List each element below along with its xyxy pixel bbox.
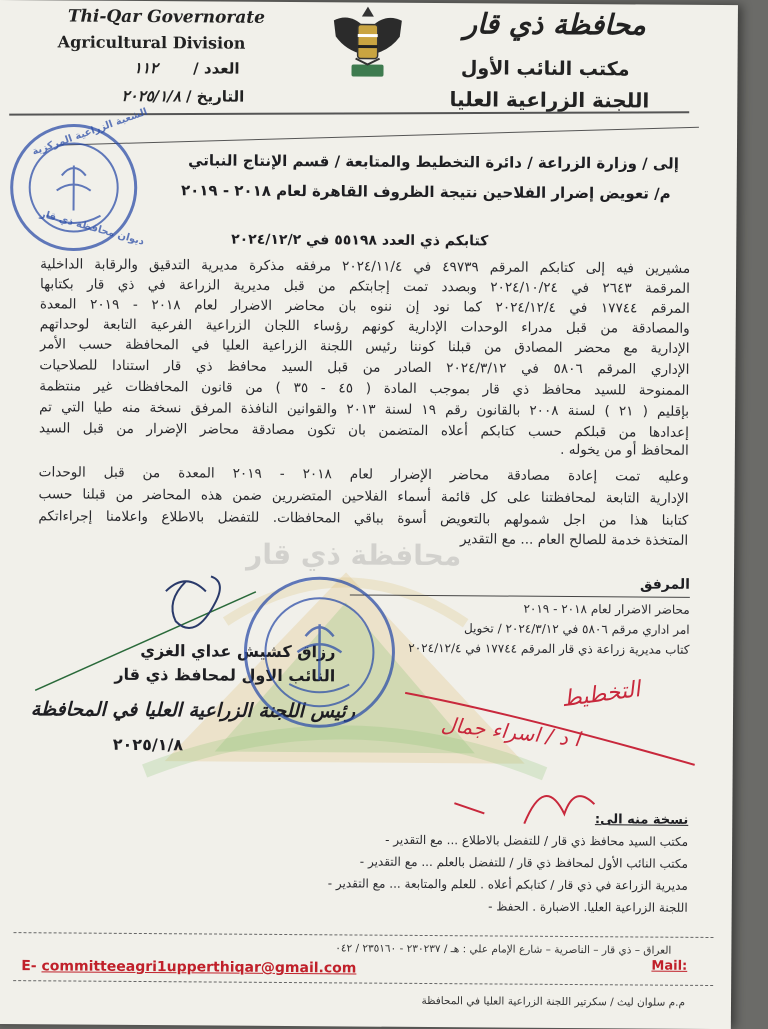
footer-secretary: م.م سلوان ليث / سكرتير اللجنة الزراعية العليا في المحافظة xyxy=(421,995,685,1009)
footer-divider-bottom xyxy=(13,980,713,986)
cc-label: نسخة منه الى: xyxy=(595,812,688,828)
official-stamp-icon xyxy=(239,572,400,733)
attachment-item: امر اداري مرقم ٥٨٠٦ في ٢٠٢٤/٣/١٢ / تخويل xyxy=(464,621,690,637)
stamp-outer-text: الشعبة الزراعية المركزية xyxy=(31,107,149,158)
cc-item: اللجنة الزراعية العليا. الاضبارة . الحفظ - xyxy=(488,899,688,914)
signatory-date: ٢٠٢٥/١/٨ xyxy=(113,735,183,754)
body-line: المتخذة خدمة للصالح العام ... مع التقدير xyxy=(460,531,688,549)
cc-item-text: مديرية الزراعة في ذي قار / كتابكم أعلاه . للعلم والمتابعة ... مع التقدير xyxy=(336,876,688,892)
recipient: إلى / وزارة الزراعة / دائرة التخطيط والمتابعة / قسم الإنتاج النباتي xyxy=(188,151,679,172)
email-link[interactable]: committeeagri1upperthiqar@gmail.com xyxy=(41,958,356,976)
division-en: Agricultural Division xyxy=(58,32,246,52)
number-value: ١١٢ xyxy=(134,59,158,77)
signature-icon xyxy=(15,560,276,702)
footer-email[interactable] xyxy=(21,958,356,976)
number-label: العدد / xyxy=(193,59,239,77)
signatory-name: رزاق كشيش عداي الغزي xyxy=(55,640,335,661)
stamp-inner-text: ديوان محافظة ذي قار xyxy=(39,209,146,248)
email-label: E- xyxy=(21,958,36,974)
date-label: التاريخ / xyxy=(186,87,244,105)
body-line: الممنوحة للسيد محافظ ذي قار بموجب المادة ( ٤٥ - ٣٥ ) من قانون المحافظات غير منتظمة xyxy=(39,376,689,402)
subject: م/ تعويض إضرار الفلاحين نتيجة الظروف القاهرة لعام ٢٠١٨ - ٢٠١٩ xyxy=(181,181,671,202)
body-line: وعليه تمت إعادة مصادقة محاضر الإضرار لعام ٢٠١٨ - ٢٠١٩ المعدة من قبل الوحدات xyxy=(39,462,689,488)
committee-ar: اللجنة الزراعية العليا xyxy=(449,87,649,112)
attachment-item: محاضر الاضرار لعام ٢٠١٨ - ٢٠١٩ xyxy=(523,602,689,617)
body-line: المرقم ١٧٧٤٤ في ٢٠٢٤/١٢/٤ كما نود إن ننوه بان محاضر الاضرار لعام ٢٠١٨ - ٢٠١٩ المعدة xyxy=(40,294,690,320)
date-field xyxy=(49,86,244,105)
body-line: المرقمة ٢٦٤٣ في ٢٠٢٤/١٠/٢٤ وبصدد تمت إجابتكم من قبل مديرية الزراعة في ذي قار بكتابها xyxy=(40,274,690,300)
iraq-eagle-emblem-icon xyxy=(325,2,410,87)
body-line: والمصادقة من قبل مدراء الوحدات الإدارية كونهم رؤساء اللجان الزراعية الفرعية التابعة لوحداتهم xyxy=(40,314,690,340)
cc-item-text: مكتب السيد محافظ ذي قار / للتفضل بالاطلاع ... مع التقدير xyxy=(393,833,688,849)
cc-item: مكتب السيد محافظ ذي قار / للتفضل بالاطلاع ... مع التقدير - xyxy=(385,833,688,849)
body-line: الإداري المرقم ٥٨٠٦ في ٢٠٢٤/٣/١٢ الصادر من قبل السيد محافظ ذي قار استنادا للصلاحيات xyxy=(39,355,689,381)
attachments-label: المرفق xyxy=(640,576,690,592)
body-line: كتابنا هذا من اجل شمولهم بالتعويض أسوة بباقي المحافظات. للتفضل بالاطلاع واعلامنا إجراءاتكم xyxy=(38,506,688,532)
header-divider xyxy=(9,111,689,115)
attachment-item: كتاب مديرية زراعة ذي قار المرقم ١٧٧٤٤ في ٢٠٢٤/١٢/٤ xyxy=(408,641,689,657)
mail-label: Mail: xyxy=(651,959,687,974)
header-divider-thin xyxy=(59,127,699,146)
cc-item: مديرية الزراعة في ذي قار / كتابكم أعلاه . للعلم والمتابعة ... مع التقدير - xyxy=(328,876,688,893)
body-line: بإقليم ( ٢١ ) لسنة ٢٠٠٨ بالقانون رقم ١٩ لسنة ٢٠١٣ والقوانين النافذة المرفق نسخة منه طيا التي تم xyxy=(39,397,689,423)
body-line: المحافظ أو من يخوله . xyxy=(560,442,689,459)
handwritten-note-1: التخطيط xyxy=(560,677,642,712)
body-line: الإدارية التابعة لمحافظتنا على كل قائمة أسماء الفلاحين المتضررين ضمن هذه المحاضر من قبلنا حسب xyxy=(38,484,688,510)
signatory-title: النائب الاول لمحافظ ذي قار xyxy=(55,664,335,685)
governorate-ar: محافظة ذي قار xyxy=(463,7,646,41)
number-field xyxy=(59,58,239,77)
watermark-text: محافظة ذي قار xyxy=(246,538,461,573)
footer-address: العراق – ذي قار – الناصرية – شارع الإمام علي : هـ / ٢٣٠٢٣٧ - ٢٣٥١٦٠ / ٠٤٢ xyxy=(335,942,671,956)
signatory-role: رئيس اللجنة الزراعية العليا في المحافظة xyxy=(25,698,355,722)
handwritten-note-2: ا د / اسراء جمال xyxy=(440,712,581,751)
body-line: الإدارية مع محضر المصادق من قبلنا كوننا رئيس اللجنة الزراعية العليا في المحافظة حسب الأمر xyxy=(40,334,690,360)
cc-item: مكتب النائب الأول لمحافظ ذي قار / للتفضل بالعلم ... مع التقدير - xyxy=(360,855,688,871)
body-line: مشيرين فيه إلى كتابكم المرقم ٤٩٧٣٩ في ٢٠٢٤/١١/٤ مرفقه مذكرة مديرية التدقيق والرقابة الداخلية xyxy=(40,254,690,280)
body-line: إعدادها من قبلكم حسب كتابكم أعلاه المتضمن بان تكون مصادقة محاضر الإضرار من قبل السيد xyxy=(39,418,689,444)
governorate-en: Thi-Qar Governorate xyxy=(68,6,265,27)
reference: كتابكم ذي العدد ٥٥١٩٨ في ٢٠٢٤/١٢/٢ xyxy=(231,232,488,250)
footer-divider xyxy=(13,932,713,938)
cc-item-text: اللجنة الزراعية العليا. الاضبارة . الحفظ xyxy=(496,899,687,914)
office-ar: مكتب النائب الأول xyxy=(461,57,630,80)
date-value: ٢٠٢٥/١/٨ xyxy=(121,87,180,105)
cc-item-text: مكتب النائب الأول لمحافظ ذي قار / للتفضل بالعلم ... مع التقدير xyxy=(368,855,688,871)
